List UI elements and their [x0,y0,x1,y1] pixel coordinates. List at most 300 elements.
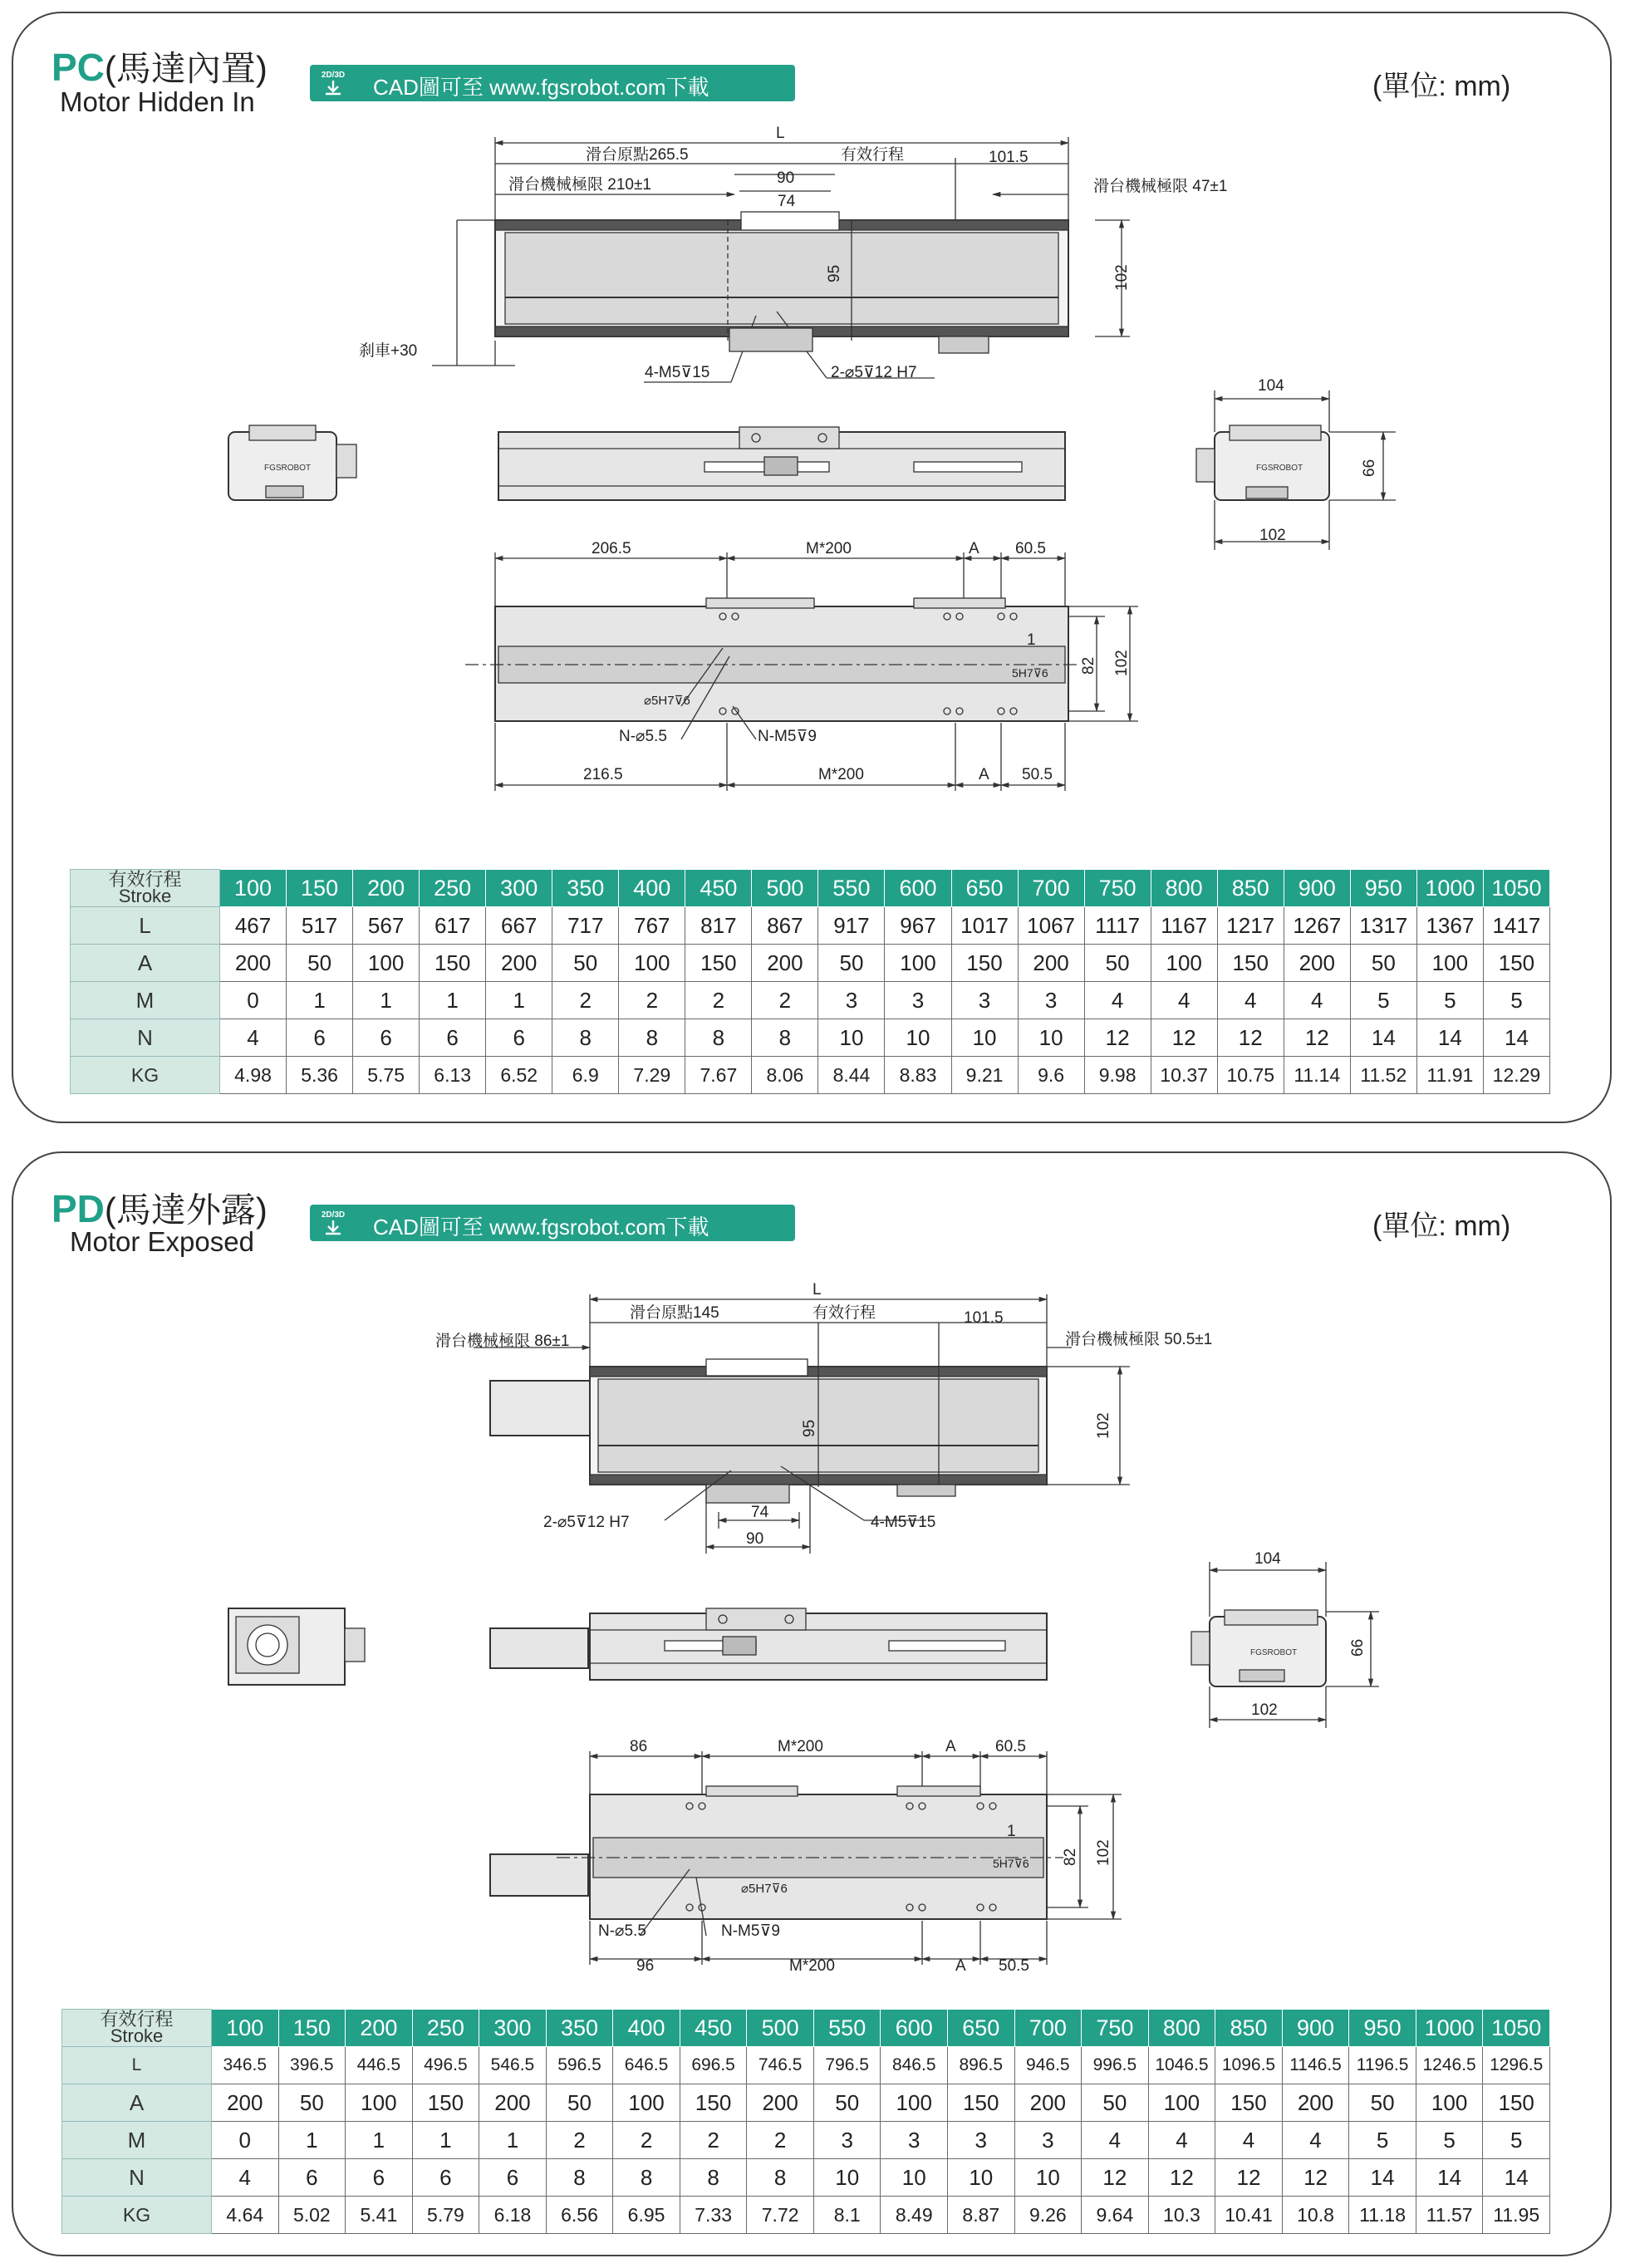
pd-label-a-bot: A [955,1957,966,1975]
pd-label-1: 1 [1007,1823,1016,1840]
table-cell: 8.87 [948,2197,1015,2234]
table-cell: 200 [1014,2084,1082,2122]
table-cell: 200 [1018,945,1084,982]
table-cell: 5.75 [353,1057,420,1094]
stroke-header-cell: 300 [479,2010,547,2047]
pd-label-102-c: 102 [1095,1839,1112,1866]
table-cell: 10 [948,2159,1015,2197]
table-cell: 7.29 [619,1057,685,1094]
pd-model-code: PD(馬達外露) [52,1187,268,1230]
table-cell: 1 [353,982,420,1019]
table-cell: 8 [752,1019,818,1057]
table-cell: 10.37 [1151,1057,1217,1094]
table-cell: 8.1 [813,2197,881,2234]
table-cell: 846.5 [881,2047,948,2084]
stroke-header-cell: 200 [353,870,420,907]
pc-label-limit-right: 滑台機械極限 47±1 [1093,178,1228,195]
row-label: L [71,907,220,945]
stroke-header-cell: 500 [747,2010,814,2047]
table-cell: 100 [346,2084,413,2122]
table-cell: 4.98 [220,1057,287,1094]
table-cell: 1 [479,2122,547,2159]
pd-cad-label: CAD圖可至 www.fgsrobot.com下載 [373,1215,709,1240]
pc-label-60-5: 60.5 [1015,540,1046,557]
pd-title-cn: (馬達外露) [104,1190,268,1230]
table-cell: 1196.5 [1349,2047,1416,2084]
table-cell: 100 [1148,2084,1215,2122]
table-cell: 4 [1151,982,1217,1019]
stroke-header-cell: 750 [1082,2010,1149,2047]
table-cell: 4 [1084,982,1151,1019]
table-cell: 50 [818,945,885,982]
table-cell: 200 [212,2084,279,2122]
pd-label-86: 86 [630,1738,648,1755]
stroke-header-cell: 400 [613,2010,680,2047]
table-cell: 14 [1349,2159,1416,2197]
table-cell: 5.79 [412,2197,479,2234]
table-cell: 200 [747,2084,814,2122]
stroke-header-cell: 650 [948,2010,1015,2047]
stroke-header-cell: 250 [412,2010,479,2047]
table-cell: 12 [1282,2159,1349,2197]
pd-label-104: 104 [1254,1550,1281,1568]
table-cell: 10 [818,1019,885,1057]
pd-label-limit-right: 滑台機械極限 50.5±1 [1065,1331,1213,1348]
pd-unit: (單位: mm) [1372,1210,1511,1242]
table-cell: 50 [287,945,353,982]
table-cell: 5 [1483,982,1549,1019]
table-cell: 4 [1282,2122,1349,2159]
pc-label-a-top: A [969,540,979,557]
table-cell: 1 [278,2122,346,2159]
table-cell: 9.6 [1018,1057,1084,1094]
table-cell: 6 [420,1019,486,1057]
table-cell: 0 [212,2122,279,2159]
pc-spec-table [70,869,1550,1094]
pd-label-d5h7: ⌀5H7⊽6 [741,1882,788,1896]
stroke-header-cell: 550 [813,2010,881,2047]
table-cell: 200 [479,2084,547,2122]
table-cell: 6 [486,1019,552,1057]
table-cell: 50 [1084,945,1151,982]
table-cell: 4 [1217,982,1284,1019]
table-cell: 767 [619,907,685,945]
table-cell: 3 [885,982,951,1019]
table-cell: 2 [546,2122,613,2159]
table-cell: 9.26 [1014,2197,1082,2234]
pc-label-hole-m5: 4-M5⊽15 [645,364,710,381]
table-row [71,945,1550,982]
pd-label-66: 66 [1349,1638,1367,1657]
pc-label-1: 1 [1027,631,1036,649]
table-cell: 996.5 [1082,2047,1149,2084]
table-cell: 8 [552,1019,619,1057]
table-cell: 1 [346,2122,413,2159]
table-cell: 50 [813,2084,881,2122]
table-cell: 5.02 [278,2197,346,2234]
table-cell: 12 [1284,1019,1350,1057]
table-cell: 3 [818,982,885,1019]
pc-label-101-5: 101.5 [989,149,1029,166]
table-cell: 12 [1084,1019,1151,1057]
pc-label-a-bot: A [979,766,989,783]
table-cell: 8 [680,2159,747,2197]
pd-label-90: 90 [746,1530,764,1548]
pc-label-n-d5: N-⌀5.5 [619,728,667,745]
pc-label-m200-bot: M*200 [818,766,864,783]
table-cell: 50 [546,2084,613,2122]
row-label: L [62,2047,212,2084]
table-cell: 7.67 [685,1057,752,1094]
stroke-header-cell: 700 [1018,870,1084,907]
table-cell: 3 [1018,982,1084,1019]
table-cell: 100 [881,2084,948,2122]
stroke-header-cell: 700 [1014,2010,1082,2047]
table-cell: 4 [1284,982,1350,1019]
table-cell: 446.5 [346,2047,413,2084]
pc-label-82: 82 [1080,656,1097,675]
table-cell: 8.83 [885,1057,951,1094]
table-cell: 200 [486,945,552,982]
table-cell: 200 [1284,945,1350,982]
pd-label-stroke: 有效行程 [812,1304,876,1322]
table-cell: 10 [885,1019,951,1057]
table-cell: 200 [752,945,818,982]
table-cell: 8 [619,1019,685,1057]
table-cell: 946.5 [1014,2047,1082,2084]
table-cell: 10 [1018,1019,1084,1057]
table-cell: 4 [220,1019,287,1057]
table-cell: 1317 [1350,907,1416,945]
table-cell: 1167 [1151,907,1217,945]
stroke-header-cell: 400 [619,870,685,907]
stroke-header-cell: 550 [818,870,885,907]
stroke-header-row [62,2010,1550,2047]
table-cell: 4 [1215,2122,1283,2159]
row-label: N [71,1019,220,1057]
table-cell: 2 [680,2122,747,2159]
table-cell: 11.57 [1416,2197,1483,2234]
table-cell: 11.14 [1284,1057,1350,1094]
table-cell: 7.33 [680,2197,747,2234]
table-cell: 867 [752,907,818,945]
table-cell: 896.5 [948,2047,1015,2084]
table-cell: 50 [1350,945,1416,982]
table-cell: 3 [951,982,1018,1019]
table-cell: 8.06 [752,1057,818,1094]
table-cell: 0 [220,982,287,1019]
pd-label-n-d5: N-⌀5.5 [598,1922,646,1940]
table-cell: 12 [1148,2159,1215,2197]
table-cell: 2 [752,982,818,1019]
table-cell: 10 [813,2159,881,2197]
pd-label-95: 95 [801,1419,818,1437]
table-cell: 14 [1416,1019,1483,1057]
table-cell: 100 [885,945,951,982]
table-cell: 100 [1151,945,1217,982]
stroke-header-cell: 600 [885,870,951,907]
table-cell: 1117 [1084,907,1151,945]
pd-label-101-5: 101.5 [964,1309,1004,1327]
pd-label-82: 82 [1062,1848,1079,1866]
table-cell: 546.5 [479,2047,547,2084]
table-cell: 1 [412,2122,479,2159]
table-cell: 6 [287,1019,353,1057]
table-cell: 12 [1217,1019,1284,1057]
stroke-header-cell: 350 [552,870,619,907]
table-cell: 11.52 [1350,1057,1416,1094]
stroke-header-cell: 750 [1084,870,1151,907]
table-row [71,1057,1550,1094]
table-row [62,2084,1550,2122]
table-cell: 9.21 [951,1057,1018,1094]
table-cell: 5 [1416,982,1483,1019]
svg-text:2D/3D: 2D/3D [321,71,346,80]
table-cell: 6.52 [486,1057,552,1094]
stroke-header-cell: 1050 [1483,2010,1550,2047]
table-cell: 5.36 [287,1057,353,1094]
pc-label-L: L [776,125,785,142]
pc-label-216-5: 216.5 [583,766,623,783]
table-cell: 1096.5 [1215,2047,1283,2084]
table-cell: 50 [552,945,619,982]
table-cell: 696.5 [680,2047,747,2084]
table-cell: 14 [1350,1019,1416,1057]
table-cell: 10.3 [1148,2197,1215,2234]
stroke-header-cell: 100 [212,2010,279,2047]
table-cell: 150 [951,945,1018,982]
table-cell: 8 [685,1019,752,1057]
table-cell: 917 [818,907,885,945]
pc-label-hole-d5: 2-⌀5⊽12 H7 [831,364,917,381]
table-row [62,2122,1550,2159]
pc-label-102-c: 102 [1113,650,1131,676]
pc-label-206-5: 206.5 [592,540,631,557]
pc-label-102-b: 102 [1259,527,1286,544]
table-cell: 11.18 [1349,2197,1416,2234]
table-cell: 14 [1483,1019,1549,1057]
table-cell: 1017 [951,907,1018,945]
svg-text:2D/3D: 2D/3D [321,1210,346,1220]
table-row [62,2197,1550,2234]
table-cell: 3 [1014,2122,1082,2159]
table-cell: 6.95 [613,2197,680,2234]
table-cell: 2 [552,982,619,1019]
pc-label-95: 95 [826,264,843,282]
table-cell: 12 [1215,2159,1283,2197]
table-cell: 4.64 [212,2197,279,2234]
pd-label-50-5: 50.5 [999,1957,1029,1975]
pd-label-102-b: 102 [1251,1701,1278,1719]
pc-subtitle: Motor Hidden In [60,86,255,117]
table-cell: 6 [353,1019,420,1057]
stroke-header-cell: 850 [1217,870,1284,907]
table-cell: 150 [412,2084,479,2122]
table-cell: 396.5 [278,2047,346,2084]
table-row [62,2047,1550,2084]
table-cell: 5 [1349,2122,1416,2159]
row-label: A [71,945,220,982]
table-cell: 2 [685,982,752,1019]
table-cell: 10.8 [1282,2197,1349,2234]
pd-label-a-top: A [945,1738,956,1755]
stroke-header: 有效行程 Stroke [62,2010,212,2047]
stroke-header-cell: 450 [680,2010,747,2047]
table-cell: 100 [1416,945,1483,982]
table-row [71,907,1550,945]
table-cell: 6 [412,2159,479,2197]
row-label: KG [62,2197,212,2234]
table-cell: 50 [1349,2084,1416,2122]
table-cell: 10 [1014,2159,1082,2197]
table-cell: 8 [613,2159,680,2197]
table-row [71,1019,1550,1057]
pc-label-66: 66 [1361,459,1378,477]
table-cell: 50 [1082,2084,1149,2122]
stroke-header-cell: 150 [278,2010,346,2047]
table-cell: 9.64 [1082,2197,1149,2234]
table-cell: 6 [346,2159,413,2197]
table-cell: 6 [479,2159,547,2197]
table-cell: 1246.5 [1416,2047,1483,2084]
table-cell: 6.13 [420,1057,486,1094]
table-cell: 10.75 [1217,1057,1284,1094]
pc-cad-label: CAD圖可至 www.fgsrobot.com下載 [373,75,709,100]
table-cell: 6.56 [546,2197,613,2234]
table-cell: 1267 [1284,907,1350,945]
pc-label-brake: 刹車+30 [359,342,418,360]
pd-label-m200-bot: M*200 [789,1957,835,1975]
pc-logo-right: FGSROBOT [1256,464,1303,473]
table-cell: 496.5 [412,2047,479,2084]
stroke-header-cell: 350 [546,2010,613,2047]
table-cell: 467 [220,907,287,945]
table-cell: 746.5 [747,2047,814,2084]
pc-label-5h7: 5H7⊽6 [1012,666,1048,680]
table-cell: 1 [420,982,486,1019]
pc-side-view [498,427,1065,500]
row-label: KG [71,1057,220,1094]
table-cell: 4 [1148,2122,1215,2159]
pd-subtitle: Motor Exposed [70,1226,254,1257]
table-cell: 796.5 [813,2047,881,2084]
table-cell: 2 [619,982,685,1019]
pd-label-m200-top: M*200 [778,1738,823,1755]
table-cell: 12 [1151,1019,1217,1057]
table-cell: 100 [619,945,685,982]
table-cell: 10 [881,2159,948,2197]
table-cell: 7.72 [747,2197,814,2234]
table-cell: 14 [1416,2159,1483,2197]
stroke-header-cell: 200 [346,2010,413,2047]
stroke-header-cell: 450 [685,870,752,907]
table-cell: 11.95 [1483,2197,1550,2234]
pc-label-104: 104 [1258,377,1284,395]
table-cell: 3 [948,2122,1015,2159]
table-cell: 717 [552,907,619,945]
stroke-header-cell: 900 [1282,2010,1349,2047]
pc-label-d5h7: ⌀5H7⊽6 [644,694,690,708]
stroke-header-cell: 1050 [1483,870,1549,907]
table-cell: 100 [613,2084,680,2122]
pd-side-view [490,1608,1047,1680]
table-cell: 4 [212,2159,279,2197]
table-cell: 150 [420,945,486,982]
table-cell: 10 [951,1019,1018,1057]
table-cell: 8 [747,2159,814,2197]
pc-unit: (單位: mm) [1372,71,1511,102]
table-cell: 200 [1282,2084,1349,2122]
pc-label-stroke: 有效行程 [841,146,905,164]
table-cell: 6.9 [552,1057,619,1094]
pd-label-n-m5: N-M5⊽9 [721,1922,780,1940]
table-cell: 346.5 [212,2047,279,2084]
table-cell: 8 [546,2159,613,2197]
stroke-header-cell: 300 [486,870,552,907]
table-cell: 1296.5 [1483,2047,1550,2084]
table-cell: 1417 [1483,907,1549,945]
table-cell: 2 [747,2122,814,2159]
stroke-header-row [71,870,1550,907]
table-cell: 100 [1416,2084,1483,2122]
table-cell: 2 [613,2122,680,2159]
row-label: A [62,2084,212,2122]
table-cell: 6.18 [479,2197,547,2234]
pc-logo-left: FGSROBOT [264,464,312,473]
stroke-header-cell: 100 [220,870,287,907]
table-cell: 667 [486,907,552,945]
table-cell: 150 [1215,2084,1283,2122]
pd-label-L: L [812,1281,822,1298]
table-cell: 4 [1082,2122,1149,2159]
stroke-header-cell: 800 [1151,870,1217,907]
table-cell: 817 [685,907,752,945]
table-cell: 8.49 [881,2197,948,2234]
pd-label-74: 74 [751,1504,769,1521]
stroke-header-cell: 900 [1284,870,1350,907]
pc-label-origin: 滑台原點265.5 [586,146,689,164]
pc-label-74: 74 [778,193,796,210]
table-cell: 150 [685,945,752,982]
pd-label-limit-left: 滑台機械極限 86±1 [435,1333,570,1350]
stroke-header-cell: 600 [881,2010,948,2047]
pc-model-code: PC(馬達內置) [52,46,268,89]
table-cell: 12.29 [1483,1057,1549,1094]
pd-label-origin: 滑台原點145 [630,1304,719,1322]
table-cell: 11.91 [1416,1057,1483,1094]
table-cell: 8.44 [818,1057,885,1094]
table-cell: 1 [486,982,552,1019]
stroke-header: 有效行程 Stroke [71,870,220,907]
table-cell: 10.41 [1215,2197,1283,2234]
table-cell: 567 [353,907,420,945]
table-row [62,2159,1550,2197]
pc-end-view-left [228,425,356,500]
pc-label-limit-left: 滑台機械極限 210±1 [508,176,651,194]
pd-label-96: 96 [636,1957,655,1975]
table-cell: 5 [1483,2122,1550,2159]
stroke-header-cell: 1000 [1416,870,1483,907]
pd-label-5h7: 5H7⊽6 [993,1857,1029,1870]
pc-label-n-m5: N-M5⊽9 [758,728,817,745]
pc-label-90: 90 [777,169,795,187]
pd-label-hole-m5: 4-M5⊽15 [871,1514,936,1531]
stroke-header-cell: 950 [1349,2010,1416,2047]
table-cell: 50 [278,2084,346,2122]
table-cell: 9.98 [1084,1057,1151,1094]
table-cell: 6 [278,2159,346,2197]
pd-logo-right: FGSROBOT [1250,1648,1298,1657]
